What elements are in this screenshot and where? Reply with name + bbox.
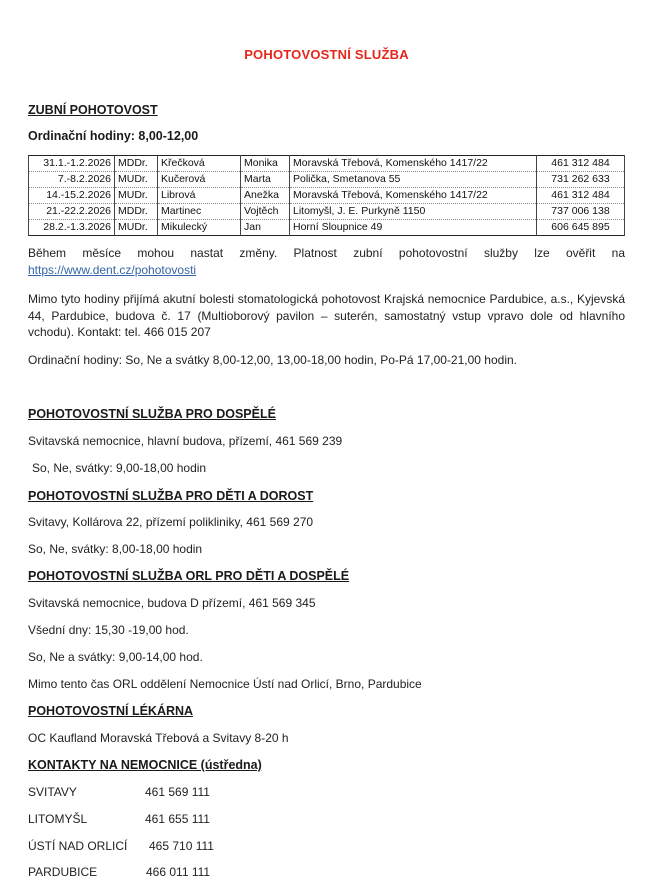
duty-title: MUDr. <box>115 220 158 236</box>
table-row <box>29 172 625 188</box>
dental-heading: ZUBNÍ POHOTOVOST <box>28 103 158 117</box>
pharmacy-heading: POHOTOVOSTNÍ LÉKÁRNA <box>28 704 194 718</box>
hospital-phone: 461 655 111 <box>145 812 210 826</box>
hospital-name: SVITAVY <box>28 785 77 799</box>
changes-link-line <box>28 262 625 279</box>
duty-title: MUDr. <box>115 188 158 204</box>
duty-surname: Kučerová <box>158 172 241 188</box>
changes-text: Během měsíce mohou nastat změny. Platnost zubní pohotovostní služby lze ověřit na <box>28 246 625 260</box>
duty-address: Moravská Třebová, Komenského 1417/22 <box>290 188 537 204</box>
children-heading: POHOTOVOSTNÍ SLUŽBA PRO DĚTI A DOROST <box>28 489 314 503</box>
duty-title: MDDr. <box>115 156 158 172</box>
orl-weekdays: Všední dny: 15,30 -19,00 hod. <box>28 623 189 637</box>
duty-title: MDDr. <box>115 204 158 220</box>
duty-surname: Martinec <box>158 204 241 220</box>
hospital-phone: 465 710 111 <box>149 839 214 853</box>
duty-phone: 606 645 895 <box>537 220 625 236</box>
table-row <box>29 188 625 204</box>
orl-outside-hours: Mimo tento čas ORL oddělení Nemocnice Ústí nad Orlicí, Brno, Pardubice <box>28 677 422 691</box>
orl-weekend: So, Ne a svátky: 9,00-14,00 hod. <box>28 650 203 664</box>
duty-address: Moravská Třebová, Komenského 1417/22 <box>290 156 537 172</box>
duty-first-name: Anežka <box>241 188 290 204</box>
adults-heading: POHOTOVOSTNÍ SLUŽBA PRO DOSPĚLÉ <box>28 407 276 421</box>
duty-surname: Mikulecký <box>158 220 241 236</box>
duty-date: 31.1.-1.2.2026 <box>29 156 115 172</box>
children-location: Svitavy, Kollárova 22, přízemí polikliniky, 461 569 270 <box>28 515 314 529</box>
hospital-name: PARDUBICE <box>28 865 98 879</box>
duty-phone: 731 262 633 <box>537 172 625 188</box>
duty-surname: Křečková <box>158 156 241 172</box>
hospital-phone: 461 569 111 <box>145 785 210 799</box>
duty-address: Horní Sloupnice 49 <box>290 220 537 236</box>
dental-duty-table <box>28 155 625 236</box>
duty-address: Litomyšl, J. E. Purkyně 1150 <box>290 204 537 220</box>
duty-first-name: Vojtěch <box>241 204 290 220</box>
duty-phone: 737 006 138 <box>537 204 625 220</box>
dent-cz-link[interactable]: https://www.dent.cz/pohotovosti <box>28 263 197 277</box>
adults-hours: So, Ne, svátky: 9,00-18,00 hodin <box>32 461 207 475</box>
orl-heading: POHOTOVOSTNÍ SLUŽBA ORL PRO DĚTI A DOSPĚLÉ <box>28 569 350 583</box>
duty-phone: 461 312 484 <box>537 156 625 172</box>
duty-address: Polička, Smetanova 55 <box>290 172 537 188</box>
hospitals-heading: KONTAKTY NA NEMOCNICE (ústředna) <box>28 758 262 772</box>
hospital-name: ÚSTÍ NAD ORLICÍ <box>28 839 128 853</box>
hospital-name: LITOMYŠL <box>28 812 88 826</box>
duty-date: 21.-22.2.2026 <box>29 204 115 220</box>
duty-date: 28.2.-1.3.2026 <box>29 220 115 236</box>
duty-title: MUDr. <box>115 172 158 188</box>
duty-first-name: Marta <box>241 172 290 188</box>
pharmacy-text: OC Kaufland Moravská Třebová a Svitavy 8-20 h <box>28 731 289 745</box>
duty-date: 14.-15.2.2026 <box>29 188 115 204</box>
changes-notice <box>28 245 625 262</box>
duty-first-name: Monika <box>241 156 290 172</box>
table-row <box>29 204 625 220</box>
hospital-phone: 466 011 111 <box>146 865 211 879</box>
orl-location: Svitavská nemocnice, budova D přízemí, 461 569 345 <box>28 596 316 610</box>
table-row <box>29 220 625 236</box>
table-row <box>29 156 625 172</box>
acute-notice: Mimo tyto hodiny přijímá akutní bolesti stomatologická pohotovost Krajská nemocnice Pardubice, a.s., Kyjevská 44, Pardubice, budova č. 17 (Multioborový pavilon – suterén, samostatný vstup vpravo dole od hlavního vchodu). Kontakt: tel. 466 015 207 <box>28 292 625 339</box>
duty-date: 7.-8.2.2026 <box>29 172 115 188</box>
acute-hours: Ordinační hodiny: So, Ne a svátky 8,00-12,00, 13,00-18,00 hodin, Po-Pá 17,00-21,00 hodin. <box>28 353 517 367</box>
children-hours: So, Ne, svátky: 8,00-18,00 hodin <box>28 542 203 556</box>
duty-phone: 461 312 484 <box>537 188 625 204</box>
duty-surname: Librová <box>158 188 241 204</box>
page-title: POHOTOVOSTNÍ SLUŽBA <box>244 47 409 62</box>
duty-first-name: Jan <box>241 220 290 236</box>
dental-hours: Ordinační hodiny: 8,00-12,00 <box>28 129 199 143</box>
adults-location: Svitavská nemocnice, hlavní budova, přízemí, 461 569 239 <box>28 434 343 448</box>
